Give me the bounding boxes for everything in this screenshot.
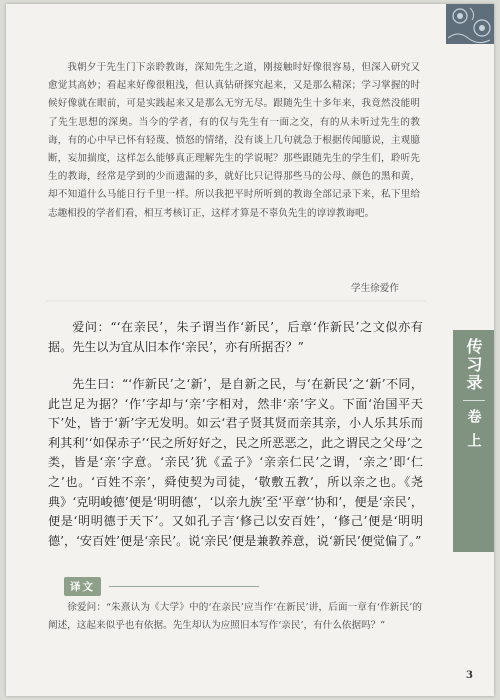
side-tab-separator (463, 400, 485, 401)
heading-rule (109, 586, 259, 587)
main-text-paragraph-answer: 先生曰：“‘作新民’之‘新’，是自新之民，与‘在新民’之‘新’不同，此岂足为据？‘作’字却与‘亲’字相对，然非‘亲’字义。下面‘治国平天下’处，皆于‘新’字无发明。如云‘君子贤其贤而亲其亲，小人乐其乐而利其利’‘如保赤子’‘民之所好好之，民之所恶恶之，此之谓民之父母’之类，皆是‘亲’字意。‘亲民’犹《孟子》‘亲亲仁民’之谓，‘亲之’即‘仁之’也。‘百姓不亲’，舜使契为司徒，‘敬敷五教’，所以亲之也。《尧典》‘克明峻德’便是‘明明德’，‘以亲九族’至‘平章’‘协和’，便是‘亲民’，便是‘明明德于天下’。又如孔子言‘修己以安百姓’，‘修己’便是‘明明德’，‘安百姓’便是‘亲民’。说‘亲民’便是兼教养意，说‘新民’便觉偏了。” (48, 377, 423, 548)
chapter-side-tab (453, 330, 494, 552)
translation-heading (64, 577, 259, 595)
book-page (6, 4, 494, 696)
preface-paragraph: 我朝夕于先生门下亲聆教诲，深知先生之道，刚接触时好像很容易，但深入研究又愈觉其高妙；看起来好像很粗浅，但认真钻研探究起来，又是那么精深；学习掌握的时候好像就在眼前，可是实践起来又是那么无穷无尽。跟随先生十多年来，我竟然没能明了先生思想的深奥。当今的学者，有的仅与先生有一面之交，有的从未听过先生的教诲，有的心中早已怀有轻蔑、愤怒的情绪，没有谈上几句就急于根据传闻臆说，主观臆断，妄加揣度，这样怎么能够真正理解先生的学说呢？那些跟随先生的学生们，聆听先生的教诲，经常是学到的少而遗漏的多，就好比只记得那些马的公母、颜色的黑和黄，却不知道什么马能日行千里一样。所以我把平时所听到的教诲全部记录下来，私下里给志趣相投的学者们看，相互考核订正，这样才算是不辜负先生的谆谆教诲吧。 (48, 62, 420, 219)
floral-corner-decoration (446, 4, 494, 44)
translation-paragraph: 徐爱问：“朱熹认为《大学》中的‘在亲民’应当作‘在新民’讲，后面一章有‘作新民’的阐述，这起来似乎也有依据。先生却认为应照旧本写作‘亲民’，有什么依据吗？” (48, 602, 422, 632)
page-number: 3 (466, 670, 473, 681)
main-text-paragraph-question: 爱问：“‘在亲民’，朱子谓当作‘新民’，后章‘作新民’之文似亦有据。先生以为宜从旧本作‘亲民’，亦有所据否？” (48, 320, 423, 354)
side-tab-book-title: 传习录 (464, 338, 483, 392)
side-tab-volume: 卷上 (465, 409, 482, 457)
section-divider (46, 292, 426, 310)
preface-signature: 学生徐爱作 (351, 283, 399, 294)
translation-label: 译文 (64, 577, 101, 596)
